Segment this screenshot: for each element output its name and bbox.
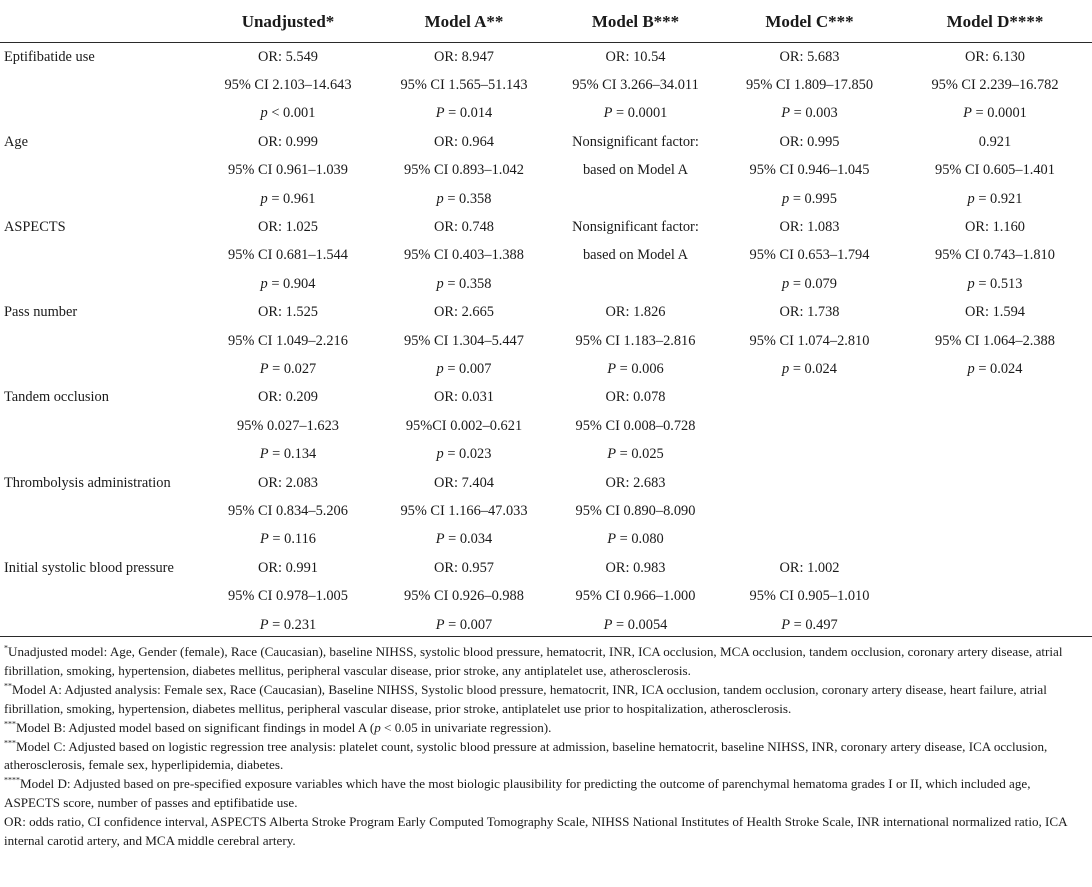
table-row (0, 611, 1092, 639)
table-cell (721, 440, 898, 468)
table-cell (721, 469, 898, 497)
table-cell: 95% CI 0.890–8.090 (575, 502, 696, 519)
table-row (0, 157, 1092, 185)
footnote-mark: *** (4, 738, 16, 748)
label-spacer (0, 412, 198, 440)
table-cell (898, 469, 1092, 497)
table-cell: P = 0.025 (607, 446, 664, 463)
table-cell: OR: 1.025 (258, 219, 318, 236)
table-cell (721, 412, 898, 440)
table-cell: 95% CI 1.166–47.033 (400, 502, 528, 519)
table-cell: OR: 0.078 (605, 389, 666, 406)
table-cell: P = 0.080 (607, 531, 664, 548)
table-row (0, 554, 1092, 582)
header-cell-model-a: Model A** (424, 11, 504, 31)
table-row (0, 185, 1092, 213)
table-cell: OR: 6.130 (965, 48, 1025, 65)
header-cell-model-b: Model B*** (591, 11, 680, 31)
table-cell: 95% 0.027–1.623 (237, 417, 339, 434)
table-cell: P = 0.0054 (603, 616, 668, 633)
table-cell: P = 0.134 (259, 446, 317, 463)
footnote (4, 738, 1088, 776)
footnote-mark: * (4, 643, 8, 653)
table-row (0, 128, 1092, 156)
table-cell: p = 0.079 (782, 275, 837, 292)
table-row (0, 412, 1092, 440)
footnote (4, 775, 1088, 813)
label-spacer (0, 185, 198, 213)
variable-label: Age (4, 133, 28, 150)
table-cell: 95% CI 0.403–1.388 (404, 247, 524, 264)
table-cell (898, 440, 1092, 468)
table-cell: 95% CI 2.103–14.643 (224, 77, 352, 94)
footnote (4, 681, 1088, 719)
table-cell: 95% CI 0.893–1.042 (404, 162, 524, 179)
table-cell: OR: 8.947 (434, 48, 494, 65)
table-cell: OR: 2.083 (258, 474, 318, 491)
label-spacer (0, 242, 198, 270)
table-row (0, 43, 1092, 71)
footnote-text: Model C: Adjusted based on logistic regression tree analysis: platelet count, systolic blood pressure at admission, baseline hematocrit, baseline NIHSS, INR, coronary artery disease, ICA occlusion, atherosclerosis, female sex, hyperlipidemia, diabetes. (4, 738, 1048, 773)
table-cell (898, 412, 1092, 440)
table-cell: OR: 7.404 (434, 474, 494, 491)
table-cell: OR: 5.549 (258, 48, 318, 65)
table-cell: OR: 0.957 (434, 559, 494, 576)
table-cell: P = 0.034 (435, 531, 493, 548)
table-cell: P = 0.0001 (603, 105, 668, 122)
table-cell: OR: 10.54 (605, 48, 666, 65)
header-cell-model-c: Model C*** (765, 11, 854, 31)
table-cell: OR: 5.683 (779, 48, 840, 65)
table-cell: based on Model A (582, 162, 689, 179)
variable-label: ASPECTS (4, 219, 66, 236)
table-cell: 95% CI 0.681–1.544 (228, 247, 348, 264)
table-cell: 95% CI 0.008–0.728 (575, 417, 696, 434)
variable-label: Eptifibatide use (4, 48, 95, 65)
table-cell: p = 0.024 (967, 360, 1023, 377)
table-cell: 95% CI 1.565–51.143 (400, 77, 528, 94)
table-cell: OR: 1.738 (779, 304, 840, 321)
table-cell: 95% CI 1.074–2.810 (749, 332, 870, 349)
table-cell (721, 384, 898, 412)
table-row (0, 299, 1092, 327)
table-row (0, 100, 1092, 128)
label-spacer (0, 355, 198, 383)
table-cell: P = 0.003 (781, 105, 838, 122)
table-cell: P = 0.497 (781, 616, 838, 633)
footnote-text: Model B: Adjusted model based on significant findings in model A (p < 0.05 in univariate regression). (16, 719, 552, 735)
table-cell: p = 0.023 (436, 446, 492, 463)
footnote-mark: **** (4, 775, 20, 785)
table-cell: 0.921 (978, 133, 1012, 150)
footnote-rule (0, 636, 1092, 637)
table-row (0, 242, 1092, 270)
footnote (4, 643, 1088, 681)
table-cell: P = 0.231 (259, 616, 317, 633)
table-cell: p = 0.921 (967, 190, 1023, 207)
label-spacer (0, 440, 198, 468)
table-cell: OR: 0.209 (258, 389, 318, 406)
table-cell: 95% CI 0.605–1.401 (935, 162, 1055, 179)
table-cell: 95% CI 0.743–1.810 (935, 247, 1055, 264)
table-cell: OR: 0.983 (605, 559, 666, 576)
table-cell: OR: 1.083 (779, 219, 840, 236)
table-cell: Nonsignificant factor: (572, 219, 699, 236)
header-cell-unadjusted: Unadjusted* (241, 11, 335, 31)
table-cell: 95% CI 0.653–1.794 (749, 247, 870, 264)
table-row (0, 355, 1092, 383)
table-cell: OR: 0.999 (258, 133, 318, 150)
label-spacer (0, 526, 198, 554)
header-cell-model-d: Model D**** (946, 11, 1044, 31)
table-cell: p = 0.961 (260, 190, 316, 207)
table-cell: p = 0.513 (967, 275, 1023, 292)
footnote-mark: *** (4, 719, 16, 729)
table-cell: 95% CI 1.049–2.216 (228, 332, 348, 349)
table-cell: 95% CI 0.905–1.010 (749, 588, 870, 605)
table-row (0, 327, 1092, 355)
table-row (0, 582, 1092, 610)
table-cell: OR: 1.160 (965, 219, 1025, 236)
table-cell (721, 497, 898, 525)
table-row (0, 213, 1092, 241)
table-cell: 95% CI 0.978–1.005 (228, 588, 348, 605)
label-spacer (0, 611, 198, 639)
table-cell: 95% CI 1.809–17.850 (745, 77, 874, 94)
table-cell (550, 270, 721, 298)
label-spacer (0, 100, 198, 128)
footnote-text: OR: odds ratio, CI confidence interval, ASPECTS Alberta Stroke Program Early Computed Tomography Scale, NIHSS National Institutes of Health Stroke Scale, INR international normalized ratio, ICA internal carotid artery, and MCA middle cerebral artery. (4, 814, 1067, 849)
footnotes (4, 643, 1088, 851)
table-cell: OR: 0.991 (258, 559, 318, 576)
label-spacer (0, 270, 198, 298)
header-cell-label (0, 0, 198, 43)
table-row (0, 270, 1092, 298)
table-cell: OR: 0.995 (779, 133, 840, 150)
table-cell: OR: 0.964 (434, 133, 494, 150)
table-cell: 95% CI 1.183–2.816 (575, 332, 696, 349)
label-spacer (0, 582, 198, 610)
footnote-mark: ** (4, 681, 12, 691)
table-cell: p < 0.001 (260, 105, 316, 122)
footnote-text: Model A: Adjusted analysis: Female sex, Race (Caucasian), Baseline NIHSS, Systolic blood pressure, hematocrit, INR, ICA occlusion, tandem occlusion, coronary artery disease, heart failure, atrial fibrillation, smoking, hypertension, diabetes mellitus, peripheral vascular disease, prior stroke, antiplatelet use prior to hospitalization, atherosclerosis. (4, 681, 1047, 716)
table-cell: P = 0.007 (435, 616, 493, 633)
footnote-text: Model D: Adjusted based on pre-specified exposure variables which have the most biologic plausibility for predicting the outcome of parenchymal hematoma grades I or II, which included age, ASPECTS score, number of passes and eptifibatide use. (4, 776, 1031, 811)
table-cell: p = 0.007 (436, 360, 492, 377)
table-cell: P = 0.116 (260, 531, 316, 548)
table-cell: 95% CI 0.834–5.206 (228, 502, 348, 519)
table-cell (721, 526, 898, 554)
table-row (0, 384, 1092, 412)
table-cell: OR: 1.525 (258, 304, 318, 321)
table-cell: 95% CI 0.961–1.039 (228, 162, 348, 179)
table-cell (898, 582, 1092, 610)
table-cell (898, 554, 1092, 582)
table-cell: 95% CI 0.926–0.988 (404, 588, 524, 605)
table-cell: 95% CI 1.064–2.388 (935, 332, 1055, 349)
label-spacer (0, 157, 198, 185)
variable-label: Tandem occlusion (4, 389, 109, 406)
table-row (0, 469, 1092, 497)
table-cell (898, 611, 1092, 639)
table-cell: 95%CI 0.002–0.621 (405, 417, 523, 434)
table-row (0, 497, 1092, 525)
variable-label: Thrombolysis administration (4, 474, 171, 491)
variable-label: Pass number (4, 304, 78, 321)
table-cell: Nonsignificant factor: (572, 133, 699, 150)
table-cell: p = 0.024 (782, 360, 837, 377)
table-row (0, 526, 1092, 554)
table-cell (898, 526, 1092, 554)
table-cell: 95% CI 0.966–1.000 (575, 588, 696, 605)
table-cell: 95% CI 2.239–16.782 (931, 77, 1059, 94)
table-cell: 95% CI 1.304–5.447 (404, 332, 524, 349)
table-header-row (0, 0, 1092, 43)
footnote (4, 719, 1088, 738)
label-spacer (0, 327, 198, 355)
table-cell: P = 0.0001 (963, 105, 1027, 122)
table-cell: P = 0.006 (607, 360, 664, 377)
table-cell: p = 0.995 (782, 190, 837, 207)
table-cell: p = 0.904 (260, 275, 316, 292)
table-cell: P = 0.014 (435, 105, 493, 122)
table-cell: OR: 0.748 (434, 219, 494, 236)
table-row (0, 71, 1092, 99)
table-cell: based on Model A (582, 247, 689, 264)
table-cell: P = 0.027 (259, 360, 317, 377)
table-cell: p = 0.358 (436, 190, 492, 207)
footnote-text: Unadjusted model: Age, Gender (female), Race (Caucasian), baseline NIHSS, systolic blood pressure, hematocrit, INR, ICA occlusion, MCA occlusion, tandem occlusion, coronary artery disease, atrial fibrillation, smoking, hypertension, diabetes mellitus, peripheral vascular disease, prior stroke, any antiplatelet use, atherosclerosis. (4, 644, 1063, 678)
label-spacer (0, 71, 198, 99)
table-cell: 95% CI 3.266–34.011 (572, 77, 699, 94)
table-cell: 95% CI 0.946–1.045 (749, 162, 870, 179)
table-cell: OR: 2.665 (434, 304, 494, 321)
footnote-abbreviations (4, 813, 1088, 851)
table-cell: OR: 1.826 (605, 304, 666, 321)
table-cell: OR: 1.594 (965, 304, 1025, 321)
table-cell: OR: 2.683 (605, 474, 666, 491)
table-cell: p = 0.358 (436, 275, 492, 292)
table-cell: OR: 0.031 (434, 389, 494, 406)
table-cell (550, 185, 721, 213)
table-cell (898, 384, 1092, 412)
table-row (0, 440, 1092, 468)
variable-label: Initial systolic blood pressure (4, 559, 174, 576)
label-spacer (0, 497, 198, 525)
table-cell: OR: 1.002 (779, 559, 840, 576)
table-cell (898, 497, 1092, 525)
